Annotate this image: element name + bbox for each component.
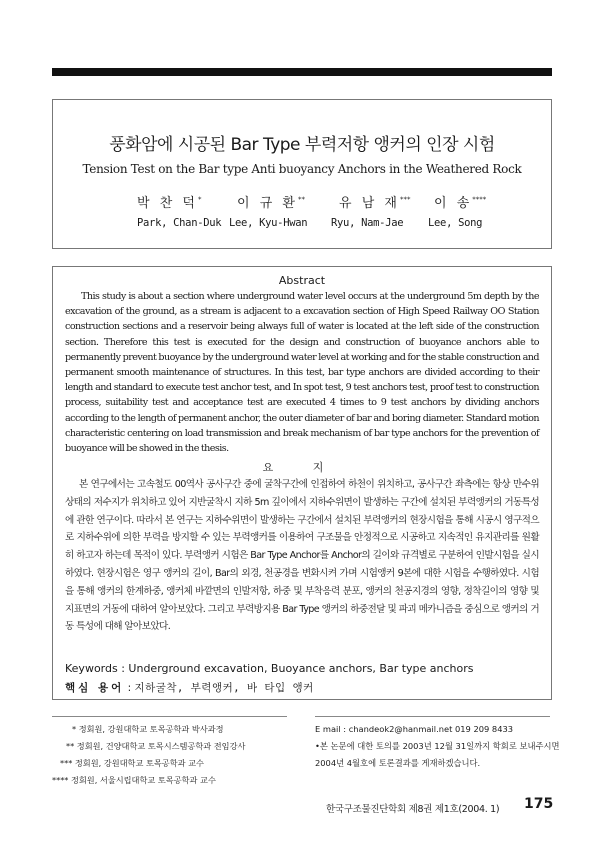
title-block [52, 99, 552, 249]
abstract-body: This study is about a section where underground water level occurs at the underground 5m depth by the excavation of the ground, as a stream is adjacent to a excavation section of High Speed Railway OO Station construction sections and a reservoir being always full of water is located at the left side of the construction section. Therefore this test is executed for the design and construction of buoyance anchors able to permanently prevent buoyance by the underground water level at working and for the stable construction and permanent smooth maintenance of structures. In this test, bar type anchors are divided according to their length and standard to execute test anchor test, and In spot test, 9 test anchors test, proof test to construction process, suitability test and acceptance test are executed 4 times to 9 test anchors by dividing anchors according to the length of permanent anchor, the outer diameter of bar and boring diameter. Standard motion characteristic centering on load transmission and break mechanism of bar type anchors for the prevention of buoyance will be showed in the thesis. [65, 291, 539, 455]
keywords-korean: 핵심 용어 : 지하굴착, 부력앵커, 바 타입 앵커 [65, 682, 314, 694]
author-name-korean: 유 남 재 [339, 196, 400, 211]
footnote-4 [52, 772, 216, 789]
footnote-text: 정회원, 강원대학교 토목공학과 교수 [74, 758, 204, 768]
author-mark: * [197, 195, 202, 204]
footnote-right [315, 721, 560, 772]
author-2 [229, 192, 307, 229]
footnote-1 [72, 721, 224, 738]
author-name-english: Ryu, Nam-Jae [331, 217, 404, 229]
author-name-korean: 박 찬 덕 [137, 196, 198, 211]
footnote-mark: * [72, 724, 77, 734]
author-name-english: Lee, Kyu-Hwan [229, 217, 308, 229]
footnote-text: 정회원, 강원대학교 토목공학과 박사과정 [78, 724, 224, 734]
keywords-value: Underground excavation, Buoyance anchors, Bar type anchors [128, 662, 474, 675]
discussion-note: •본 논문에 대한 토의를 2003년 12월 31일까지 학회로 보내주시면 2004년 4월호에 토론결과를 게재하겠습니다. [315, 741, 560, 768]
author-4 [428, 192, 486, 229]
summary-heading: 요 지 [262, 461, 342, 474]
author-name-english: Lee, Song [428, 217, 483, 229]
footnote-mark: *** [60, 758, 73, 768]
footnote-text: 정회원, 서울시립대학교 토목공학과 교수 [70, 775, 216, 785]
keywords-label: Keywords [65, 662, 118, 675]
author-name-korean: 이 규 환 [237, 196, 298, 211]
keywords-label-korean: 핵심 용어 [65, 682, 125, 694]
author-mark: *** [399, 195, 411, 204]
author-name-korean: 이 송 [434, 196, 473, 211]
author-1 [137, 192, 221, 229]
footnote-2 [66, 738, 245, 755]
footnote-3 [60, 755, 204, 772]
top-rule-bar [52, 68, 552, 76]
footnote-mark: **** [52, 775, 69, 785]
footnote-mark: ** [66, 741, 75, 751]
author-mark: **** [472, 195, 487, 204]
footnote-rule-right [315, 716, 550, 717]
footnote-text: 정회원, 건양대학교 토목시스템공학과 전임강사 [76, 741, 246, 751]
journal-footer: 한국구조물진단학회 제8권 제1호(2004. 1) [326, 804, 500, 815]
abstract-box [52, 266, 552, 700]
paper-title-english: Tension Test on the Bar type Anti buoyancy Anchors in the Weathered Rock [82, 162, 522, 176]
contact-email: E mail : chandeok2@hanmail.net 019 209 8433 [315, 724, 514, 734]
author-3 [331, 192, 410, 229]
page-number: 175 [524, 796, 554, 812]
author-mark: ** [297, 195, 305, 204]
author-name-english: Park, Chan-Duk [137, 217, 222, 229]
paper-title-korean: 풍화암에 시공된 Bar Type 부력저항 앵커의 인장 시험 [109, 135, 495, 155]
summary-body: 본 연구에서는 고속철도 00역사 공사구간 중에 굴착구간에 인접하여 하천이 위치하고, 공사구간 좌측에는 항상 만수위 상태의 저수지가 위치하고 있어 지반굴착시 지하 5m 깊이에서 지하수위면이 발생하는 구간에 설치된 부력앵커의 거동특성에 관한 연구이다. 따라서 본 연구는 지하수위면이 발생하는 구간에서 설치된 부력앵커의 현장시험을 통해 시공시 영구적으로 지하수위에 의한 부력을 방지할 수 있는 부력앵커를 이용하여 구조물을 안정적으로 시공하고 지속적인 유지관리를 원활히 하고자 하는데 목적이 있다. 부력앵커 시험은 Bar Type Anchor를 Anchor의 길이와 규격별로 구분하여 인발시험을 실시하였다. 현장시험은 영구 앵커의 길이, Bar의 외경, 천공경을 변화시켜 가며 시험앵커 9본에 대한 시험을 수행하였다. 시험을 통해 앵커의 한계하중, 앵커체 바깥면의 인발저항, 하중 및 부착응력 분포, 앵커의 천공지경의 영향, 정착길이의 영향 및 지표면의 거동에 대하여 알아보았다. 그리고 부력방지용 Bar Type 앵커의 하중전달 및 파괴 메카니즘을 중심으로 앵커의 거동 특성에 대해 알아보았다. [65, 479, 539, 633]
abstract-heading: Abstract [278, 274, 326, 287]
keywords-english: Keywords : Underground excavation, Buoyance anchors, Bar type anchors [65, 662, 474, 675]
footnote-rule-left [52, 716, 287, 717]
keywords-value-korean: 지하굴착, 부력앵커, 바 타입 앵커 [134, 682, 314, 694]
